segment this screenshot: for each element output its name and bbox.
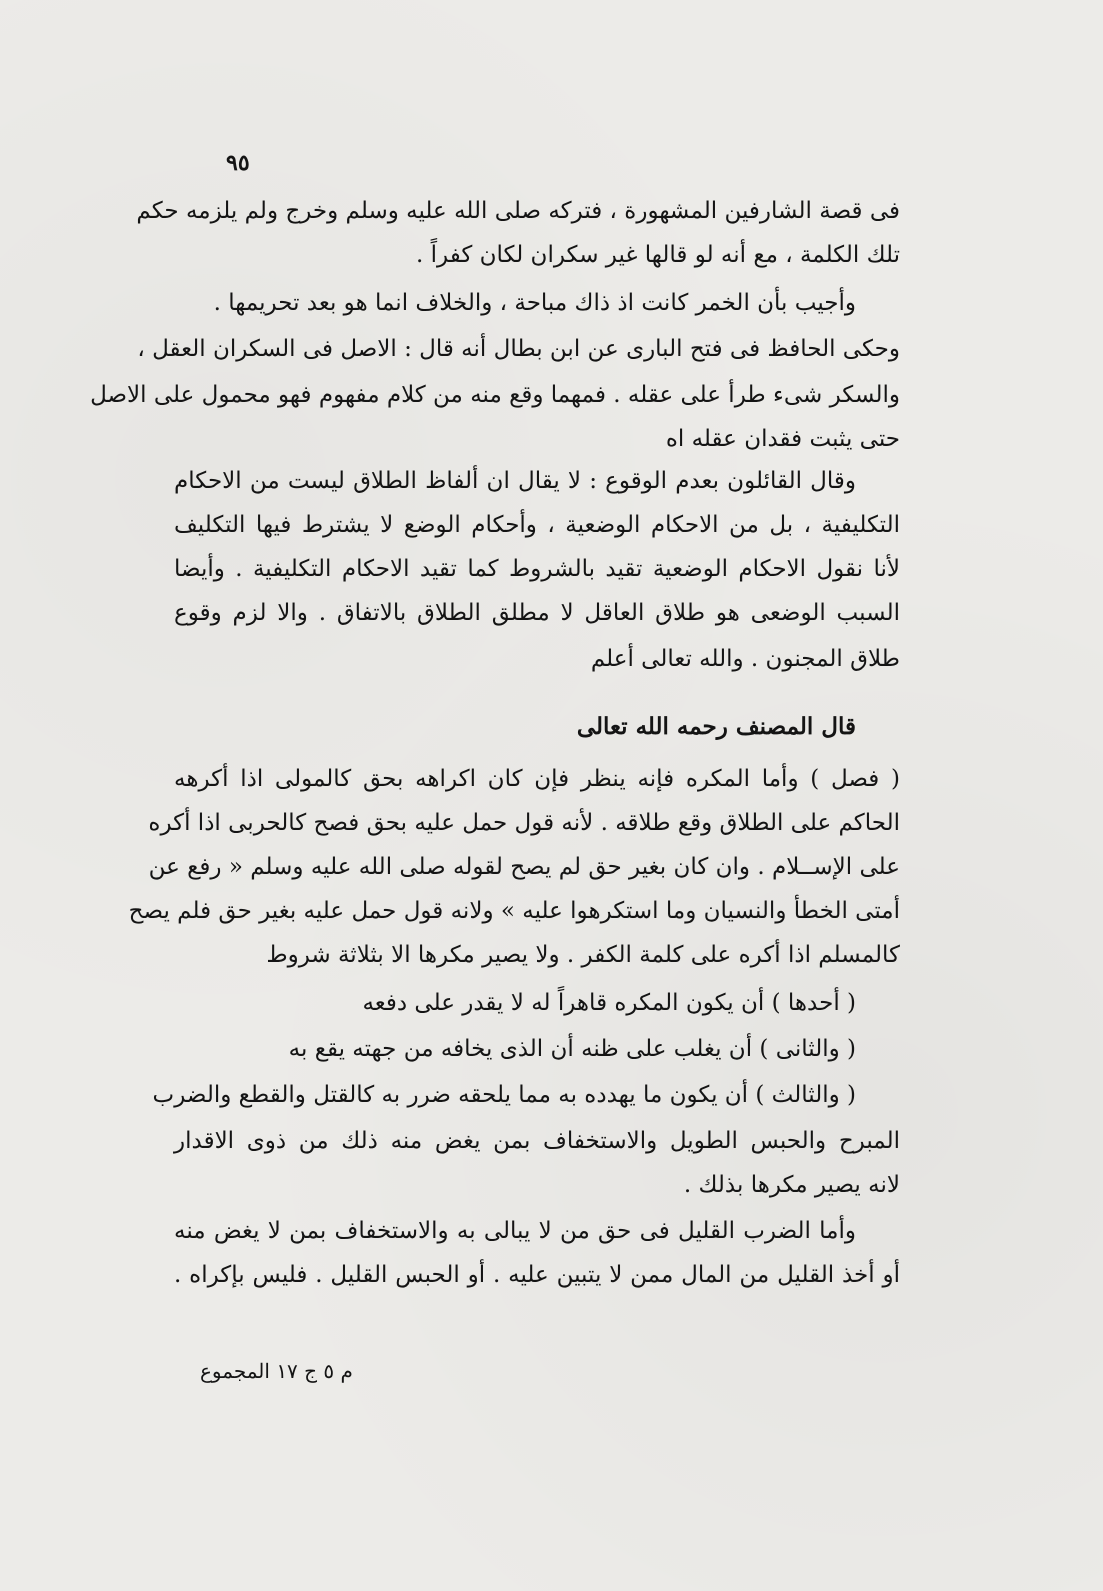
- text-line-24: أو أخذ القليل من المال ممن لا يتبين عليه . أو الحبس القليل . فليس بإكراه .: [174, 1262, 900, 1288]
- text-line-22: لانه يصير مكرها بذلك .: [683, 1172, 900, 1198]
- text-line-9: لأنا نقول الاحكام الوضعية تقيد بالشروط كما تقيد الاحكام التكليفية . وأيضا: [174, 556, 900, 582]
- text-line-21: المبرح والحبس الطويل والاستخفاف بمن يغض منه ذلك من ذوى الاقدار: [174, 1128, 900, 1154]
- text-line-4: وحكى الحافظ فى فتح البارى عن ابن بطال أنه قال : الاصل فى السكران العقل ،: [137, 336, 900, 362]
- text-line-2: تلك الكلمة ، مع أنه لو قالها غير سكران لكان كفراً .: [416, 242, 900, 268]
- page-footer: م ٥ ج ١٧ المجموع: [200, 1359, 353, 1383]
- text-line-23: وأما الضرب القليل فى حق من لا يبالى به والاستخفاف بمن لا يغض منه: [174, 1218, 856, 1244]
- text-line-15: على الإســلام . وان كان بغير حق لم يصح لقوله صلى الله عليه وسلم « رفع عن: [148, 854, 900, 880]
- text-line-19: ( والثانى ) أن يغلب على ظنه أن الذى يخافه من جهته يقع به: [288, 1036, 856, 1062]
- text-line-3: وأجيب بأن الخمر كانت اذ ذاك مباحة ، والخلاف انما هو بعد تحريمها .: [213, 290, 856, 316]
- page-number: ٩٥: [226, 150, 250, 176]
- text-line-6: حتى يثبت فقدان عقله اه: [665, 426, 900, 452]
- text-line-8: التكليفية ، بل من الاحكام الوضعية ، وأحكام الوضع لا يشترط فيها التكليف: [174, 512, 900, 538]
- text-line-10: السبب الوضعى هو طلاق العاقل لا مطلق الطلاق بالاتفاق . والا لزم وقوع: [174, 600, 900, 626]
- text-line-1: فى قصة الشارفين المشهورة ، فتركه صلى الله عليه وسلم وخرج ولم يلزمه حكم: [136, 198, 900, 224]
- text-line-20: ( والثالث ) أن يكون ما يهدده به مما يلحقه ضرر به كالقتل والقطع والضرب: [152, 1082, 856, 1108]
- text-line-18: ( أحدها ) أن يكون المكره قاهراً له لا يقدر على دفعه: [362, 990, 856, 1016]
- text-line-13: ( فصل ) وأما المكره فإنه ينظر فإن كان اكراهه بحق كالمولى اذا أكرهه: [174, 766, 900, 792]
- text-line-7: وقال القائلون بعدم الوقوع : لا يقال ان ألفاظ الطلاق ليست من الاحكام: [174, 468, 856, 494]
- text-line-17: كالمسلم اذا أكره على كلمة الكفر . ولا يصير مكرها الا بثلاثة شروط: [266, 942, 900, 968]
- text-line-16: أمتى الخطأ والنسيان وما استكرهوا عليه » ولانه قول حمل عليه بغير حق فلم يصح: [128, 898, 900, 924]
- text-line-5: والسكر شىء طرأ على عقله . فمهما وقع منه من كلام مفهوم فهو محمول على الاصل: [90, 382, 900, 408]
- text-line-14: الحاكم على الطلاق وقع طلاقه . لأنه قول حمل عليه بحق فصح كالحربى اذا أكره: [148, 810, 900, 836]
- section-heading: قال المصنف رحمه الله تعالى: [576, 713, 856, 740]
- text-line-11: طلاق المجنون . والله تعالى أعلم: [590, 646, 900, 672]
